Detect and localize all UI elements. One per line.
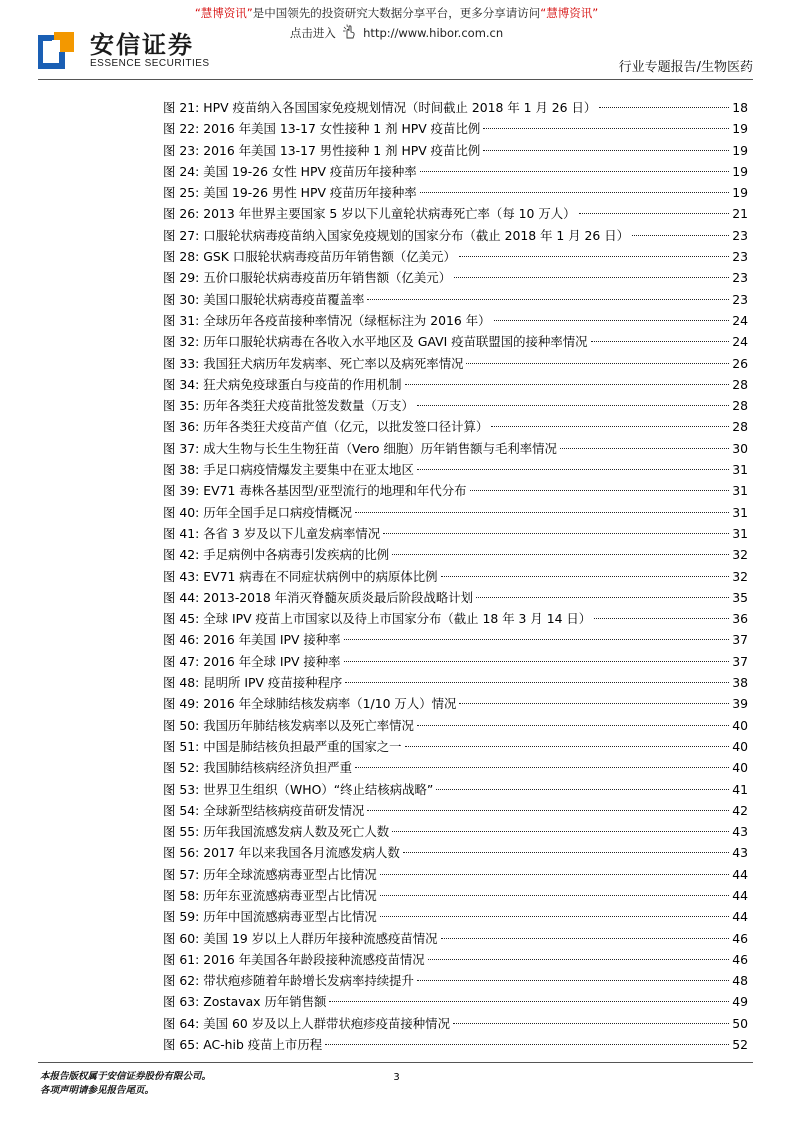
toc-leader-dots [392, 831, 729, 832]
toc-entry[interactable] [163, 779, 748, 800]
toc-entry-page: 19 [732, 163, 748, 179]
toc-entry-number: 图 51: [163, 738, 200, 754]
toc-entry-title: 成大生物与长生生物狂苗（Vero 细胞）历年销售额与毛利率情况 [203, 440, 557, 456]
toc-entry-title: 美国 19 岁以上人群历年接种流感疫苗情况 [203, 930, 438, 946]
toc-entry-title: 美国口服轮状病毒疫苗覆盖率 [203, 291, 365, 307]
brand-name-2: “慧博资讯” [540, 6, 599, 20]
toc-entry-number: 图 47: [163, 653, 200, 669]
toc-entry-number: 图 55: [163, 824, 200, 840]
toc-entry-page: 28 [732, 398, 748, 414]
toc-entry-title: 中国是肺结核负担最严重的国家之一 [203, 738, 402, 754]
toc-entry-page: 42 [732, 802, 748, 818]
header-divider [38, 79, 753, 80]
toc-entry[interactable] [163, 140, 748, 161]
toc-entry-number: 图 44: [163, 589, 200, 605]
toc-entry-page: 39 [732, 696, 748, 712]
toc-entry[interactable] [163, 182, 748, 203]
toc-entry[interactable] [163, 353, 748, 374]
toc-entry-number: 图 28: [163, 249, 200, 265]
toc-entry-number: 图 49: [163, 696, 200, 712]
toc-entry-page: 31 [732, 483, 748, 499]
toc-entry-title: 手足口病疫情爆发主要集中在亚太地区 [203, 462, 414, 478]
toc-entry-title: 2017 年以来我国各月流感发病人数 [203, 845, 400, 861]
toc-entry[interactable] [163, 842, 748, 863]
toc-entry-title: 2016 年美国 13-17 男性接种 1 剂 HPV 疫苗比例 [203, 142, 481, 158]
toc-entry-number: 图 38: [163, 462, 200, 478]
toc-entry[interactable] [163, 864, 748, 885]
toc-entry-number: 图 42: [163, 547, 200, 563]
toc-leader-dots [383, 533, 729, 534]
toc-leader-dots [436, 789, 729, 790]
hibor-link[interactable]: http://www.hibor.com.cn [363, 26, 504, 40]
toc-entry[interactable] [163, 1034, 748, 1055]
toc-entry-number: 图 48: [163, 675, 200, 691]
toc-entry-number: 图 37: [163, 440, 200, 456]
toc-entry[interactable] [163, 693, 748, 714]
top-notice [0, 6, 793, 20]
toc-entry-page: 18 [732, 100, 748, 115]
toc-leader-dots [417, 405, 729, 406]
toc-entry[interactable] [163, 821, 748, 842]
toc-entry-page: 46 [732, 951, 748, 967]
toc-entry[interactable] [163, 736, 748, 757]
report-type-label: 行业专题报告/生物医药 [618, 60, 753, 75]
toc-entry-page: 19 [732, 185, 748, 201]
logo-english-name: ESSENCE SECURITIES [90, 58, 210, 69]
toc-entry-page: 36 [732, 611, 748, 627]
toc-entry-page: 24 [732, 312, 748, 328]
toc-entry-title: 全球新型结核病疫苗研发情况 [203, 802, 365, 818]
toc-entry-page: 23 [732, 227, 748, 243]
toc-entry-title: 美国 19-26 男性 HPV 疫苗历年接种率 [203, 185, 417, 201]
toc-entry[interactable] [163, 502, 748, 523]
toc-entry-number: 图 33: [163, 355, 200, 371]
toc-entry-number: 图 64: [163, 1015, 200, 1031]
toc-entry-number: 图 58: [163, 887, 200, 903]
toc-entry-title: 我国肺结核病经济负担严重 [203, 760, 352, 776]
toc-entry-page: 23 [732, 270, 748, 286]
notice-text: 是中国领先的投资研究大数据分享平台，更多分享请访问 [252, 6, 541, 20]
toc-leader-dots [380, 916, 729, 917]
toc-entry-title: 历年各类狂犬疫苗批签发数量（万支） [203, 398, 414, 414]
toc-entry-title: 全球历年各疫苗接种率情况（绿框标注为 2016 年） [203, 312, 491, 328]
toc-entry-number: 图 35: [163, 398, 200, 414]
figure-list [163, 97, 748, 1055]
toc-entry-title: EV71 病毒在不同症状病例中的病原体比例 [203, 568, 438, 584]
toc-entry-title: 口服轮状病毒疫苗纳入国家免疫规划的国家分布（截止 2018 年 1 月 26 日） [203, 227, 630, 243]
toc-entry-number: 图 22: [163, 121, 200, 137]
toc-entry-page: 40 [732, 738, 748, 754]
toc-leader-dots [428, 959, 730, 960]
toc-entry-number: 图 21: [163, 100, 200, 115]
toc-entry-title: 狂犬病免疫球蛋白与疫苗的作用机制 [203, 376, 402, 392]
toc-entry-title: 历年中国流感病毒亚型占比情况 [203, 909, 377, 925]
toc-entry[interactable] [163, 246, 748, 267]
toc-entry-title: 2016 年美国各年龄段接种流感疫苗情况 [203, 951, 425, 967]
toc-entry-title: 历年东亚流感病毒亚型占比情况 [203, 887, 377, 903]
toc-leader-dots [405, 746, 730, 747]
toc-entry-page: 43 [732, 824, 748, 840]
toc-leader-dots [380, 895, 729, 896]
toc-leader-dots [483, 128, 729, 129]
disclaimer-line: 各项声明请参见报告尾页。 [40, 1085, 155, 1096]
essence-logo-mark [38, 30, 78, 70]
toc-entry-page: 49 [732, 994, 748, 1010]
toc-entry-page: 44 [732, 887, 748, 903]
toc-entry-number: 图 40: [163, 504, 200, 520]
toc-entry-page: 26 [732, 355, 748, 371]
toc-entry-title: 美国 60 岁及以上人群带状疱疹疫苗接种情况 [203, 1015, 450, 1031]
toc-entry-page: 43 [732, 845, 748, 861]
toc-entry-number: 图 45: [163, 611, 200, 627]
toc-leader-dots [380, 874, 729, 875]
toc-entry-title: HPV 疫苗纳入各国国家免疫规划情况（时间截止 2018 年 1 月 26 日） [203, 100, 597, 115]
toc-entry-title: 世界卫生组织（WHO）“终止结核病战略” [203, 781, 434, 797]
toc-entry-page: 48 [732, 973, 748, 989]
toc-entry-page: 40 [732, 717, 748, 733]
toc-entry-page: 24 [732, 334, 748, 350]
toc-leader-dots [345, 682, 729, 683]
toc-entry-page: 19 [732, 121, 748, 137]
toc-entry-page: 35 [732, 589, 748, 605]
toc-entry[interactable] [163, 459, 748, 480]
toc-entry-title: 2016 年全球 IPV 接种率 [203, 653, 341, 669]
toc-entry-title: EV71 毒株各基因型/亚型流行的地理和年代分布 [203, 483, 467, 499]
toc-entry[interactable] [163, 480, 748, 501]
pointer-hand-icon [341, 24, 357, 43]
toc-entry-page: 44 [732, 909, 748, 925]
toc-entry-number: 图 54: [163, 802, 200, 818]
toc-entry[interactable] [163, 608, 748, 629]
toc-entry-title: 历年全球流感病毒亚型占比情况 [203, 866, 377, 882]
toc-entry-title: 2016 年美国 13-17 女性接种 1 剂 HPV 疫苗比例 [203, 121, 481, 137]
toc-entry-number: 图 59: [163, 909, 200, 925]
toc-entry[interactable] [163, 672, 748, 693]
toc-leader-dots [417, 725, 729, 726]
toc-entry-page: 37 [732, 632, 748, 648]
toc-leader-dots [454, 277, 729, 278]
toc-entry-page: 40 [732, 760, 748, 776]
toc-entry-page: 19 [732, 142, 748, 158]
toc-entry-title: GSK 口服轮状病毒疫苗历年销售额（亿美元） [203, 249, 456, 265]
toc-entry[interactable] [163, 97, 748, 118]
toc-entry[interactable] [163, 991, 748, 1012]
toc-leader-dots [367, 299, 729, 300]
toc-entry[interactable] [163, 885, 748, 906]
toc-leader-dots [355, 512, 729, 513]
company-logo [38, 30, 278, 74]
toc-entry-page: 44 [732, 866, 748, 882]
toc-entry-title: Zostavax 历年销售额 [203, 994, 327, 1010]
toc-entry-number: 图 41: [163, 525, 200, 541]
toc-entry-number: 图 46: [163, 632, 200, 648]
toc-entry-title: 历年我国流感发病人数及死亡人数 [203, 824, 390, 840]
toc-entry-title: 我国狂犬病历年发病率、死亡率以及病死率情况 [203, 355, 464, 371]
toc-leader-dots [441, 576, 730, 577]
toc-leader-dots [420, 192, 730, 193]
toc-entry-number: 图 36: [163, 419, 200, 435]
toc-entry-title: 五价口服轮状病毒疫苗历年销售额（亿美元） [203, 270, 452, 286]
toc-leader-dots [367, 810, 729, 811]
toc-leader-dots [599, 107, 729, 108]
toc-entry-number: 图 26: [163, 206, 200, 222]
brand-name-1: “慧博资讯” [194, 6, 253, 20]
toc-entry-number: 图 32: [163, 334, 200, 350]
toc-leader-dots [579, 213, 730, 214]
toc-entry-page: 28 [732, 419, 748, 435]
toc-entry-number: 图 50: [163, 717, 200, 733]
toc-entry-number: 图 30: [163, 291, 200, 307]
toc-entry-title: 各省 3 岁及以下儿童发病率情况 [203, 525, 381, 541]
toc-entry-title: 2016 年全球肺结核发病率（1/10 万人）情况 [203, 696, 457, 712]
toc-entry-number: 图 57: [163, 866, 200, 882]
toc-entry-number: 图 62: [163, 973, 200, 989]
toc-entry-number: 图 60: [163, 930, 200, 946]
toc-entry[interactable] [163, 906, 748, 927]
toc-entry[interactable] [163, 1013, 748, 1034]
toc-entry-number: 图 43: [163, 568, 200, 584]
toc-leader-dots [470, 490, 730, 491]
toc-leader-dots [355, 767, 729, 768]
toc-leader-dots [594, 618, 729, 619]
toc-entry-title: 历年全国手足口病疫情概况 [203, 504, 352, 520]
toc-entry-page: 31 [732, 504, 748, 520]
toc-entry[interactable] [163, 651, 748, 672]
toc-entry-number: 图 52: [163, 760, 200, 776]
toc-entry[interactable] [163, 800, 748, 821]
toc-entry-number: 图 29: [163, 270, 200, 286]
toc-entry[interactable] [163, 523, 748, 544]
toc-leader-dots [392, 554, 729, 555]
footer-divider [38, 1062, 753, 1063]
toc-entry-number: 图 53: [163, 781, 200, 797]
toc-entry[interactable] [163, 395, 748, 416]
toc-leader-dots [459, 703, 729, 704]
toc-entry-page: 50 [732, 1015, 748, 1031]
toc-entry[interactable] [163, 566, 748, 587]
page-number: 3 [393, 1072, 400, 1083]
toc-entry[interactable] [163, 416, 748, 437]
toc-entry-number: 图 65: [163, 1037, 200, 1053]
toc-entry-title: 2013-2018 年消灭脊髓灰质炎最后阶段战略计划 [203, 589, 474, 605]
toc-leader-dots [325, 1044, 729, 1045]
toc-entry-page: 31 [732, 462, 748, 478]
toc-entry-page: 32 [732, 568, 748, 584]
toc-entry[interactable] [163, 544, 748, 565]
toc-entry-number: 图 34: [163, 376, 200, 392]
toc-entry[interactable] [163, 949, 748, 970]
toc-entry-page: 21 [732, 206, 748, 222]
toc-entry[interactable] [163, 715, 748, 736]
toc-entry-title: 昆明所 IPV 疫苗接种程序 [203, 675, 343, 691]
toc-leader-dots [403, 852, 729, 853]
toc-entry[interactable] [163, 289, 748, 310]
toc-entry-number: 图 61: [163, 951, 200, 967]
toc-leader-dots [329, 1001, 729, 1002]
toc-leader-dots [483, 150, 729, 151]
toc-entry-title: 历年各类狂犬疫苗产值（亿元，以批发签口径计算） [203, 419, 489, 435]
toc-entry-page: 32 [732, 547, 748, 563]
toc-entry-number: 图 56: [163, 845, 200, 861]
toc-leader-dots [476, 597, 729, 598]
toc-entry-number: 图 27: [163, 227, 200, 243]
toc-entry-number: 图 39: [163, 483, 200, 499]
toc-entry[interactable] [163, 225, 748, 246]
toc-entry[interactable] [163, 438, 748, 459]
toc-entry[interactable] [163, 161, 748, 182]
toc-entry[interactable] [163, 331, 748, 352]
toc-entry[interactable] [163, 374, 748, 395]
toc-entry-number: 图 23: [163, 142, 200, 158]
toc-leader-dots [560, 448, 729, 449]
toc-leader-dots [344, 639, 730, 640]
toc-entry-page: 31 [732, 525, 748, 541]
toc-entry[interactable] [163, 587, 748, 608]
toc-entry-number: 图 31: [163, 312, 200, 328]
toc-leader-dots [405, 384, 730, 385]
toc-entry-page: 23 [732, 291, 748, 307]
toc-leader-dots [591, 341, 730, 342]
toc-leader-dots [441, 938, 730, 939]
toc-entry-title: AC-hib 疫苗上市历程 [203, 1037, 323, 1053]
toc-entry-title: 美国 19-26 女性 HPV 疫苗历年接种率 [203, 163, 417, 179]
toc-entry[interactable] [163, 118, 748, 139]
toc-entry-page: 52 [732, 1037, 748, 1053]
toc-entry[interactable] [163, 928, 748, 949]
toc-entry[interactable] [163, 970, 748, 991]
toc-leader-dots [491, 426, 729, 427]
toc-entry-page: 41 [732, 781, 748, 797]
toc-leader-dots [494, 320, 730, 321]
toc-entry[interactable] [163, 310, 748, 331]
toc-entry-number: 图 63: [163, 994, 200, 1010]
toc-leader-dots [453, 1023, 729, 1024]
toc-entry-page: 23 [732, 249, 748, 265]
copyright-line: 本报告版权属于安信证券股份有限公司。 [40, 1071, 212, 1082]
toc-leader-dots [417, 980, 729, 981]
toc-entry-title: 带状疱疹随着年龄增长发病率持续提升 [203, 973, 414, 989]
click-prefix: 点击进入 [289, 26, 336, 40]
toc-entry-title: 2016 年美国 IPV 接种率 [203, 632, 341, 648]
toc-entry-page: 28 [732, 376, 748, 392]
toc-entry-page: 30 [732, 440, 748, 456]
toc-entry-page: 46 [732, 930, 748, 946]
toc-leader-dots [420, 171, 730, 172]
logo-chinese-name: 安信证券 [90, 31, 194, 59]
toc-entry[interactable] [163, 757, 748, 778]
toc-entry-number: 图 24: [163, 163, 200, 179]
toc-entry[interactable] [163, 629, 748, 650]
toc-entry-title: 手足病例中各病毒引发疾病的比例 [203, 547, 390, 563]
toc-entry-title: 我国历年肺结核发病率以及死亡率情况 [203, 717, 414, 733]
toc-leader-dots [466, 363, 729, 364]
toc-leader-dots [632, 235, 729, 236]
toc-entry[interactable] [163, 267, 748, 288]
toc-leader-dots [344, 661, 730, 662]
toc-entry-title: 历年口服轮状病毒在各收入水平地区及 GAVI 疫苗联盟国的接种率情况 [203, 334, 588, 350]
toc-leader-dots [417, 469, 729, 470]
toc-entry-number: 图 25: [163, 185, 200, 201]
toc-entry-title: 2013 年世界主要国家 5 岁以下儿童轮状病毒死亡率（每 10 万人） [203, 206, 576, 222]
toc-entry-page: 38 [732, 675, 748, 691]
toc-entry-title: 全球 IPV 疫苗上市国家以及待上市国家分布（截止 18 年 3 月 14 日） [203, 611, 592, 627]
toc-leader-dots [459, 256, 729, 257]
toc-entry[interactable] [163, 203, 748, 224]
toc-entry-page: 37 [732, 653, 748, 669]
